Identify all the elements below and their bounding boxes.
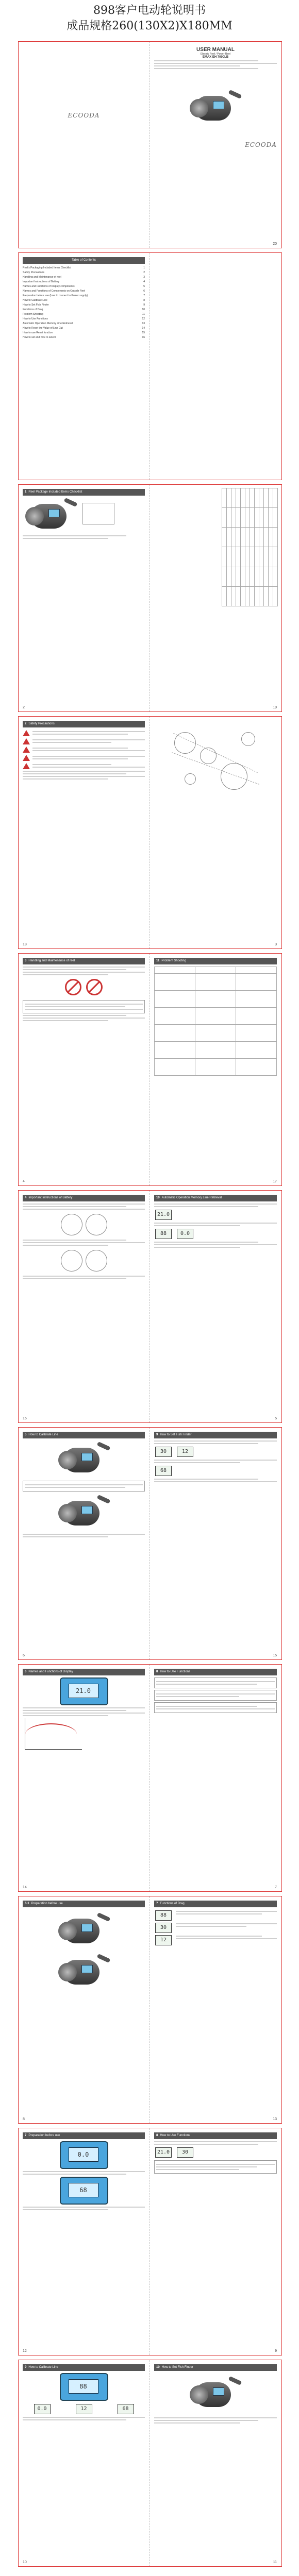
lcd-readout: 68 [155, 1466, 172, 1476]
page-line-retrieval: 10 Automatic Operation Memory Line Retrieval 21.0 88 0.0 5 [150, 1191, 281, 1422]
section-bar: 3 Handling and Maintenance of reel [23, 958, 145, 964]
page-functions: 8 How to Use Functions 7 [150, 1665, 281, 1891]
page-front-cover [150, 42, 281, 248]
header-line2: 成品规格260(130X2)X180MM [67, 20, 232, 32]
spec-table [222, 488, 278, 606]
page-display-names: 6 Names and Functions of Display 21.0 14 [19, 1665, 150, 1891]
panel-toc [18, 252, 282, 480]
drag-chart [25, 1718, 82, 1750]
lcd-readout: 30 [155, 1923, 172, 1933]
toc-item[interactable] [23, 326, 145, 331]
toc-item-page: 12 [142, 317, 145, 320]
brand-logo: ECOODA [68, 112, 100, 119]
toc-item-label: Problem Shooting [23, 313, 43, 316]
toc-item-page: 9 [143, 303, 145, 307]
toc-item-page: 2 [143, 271, 145, 274]
manual-title: USER MANUAL [196, 47, 235, 53]
problem-table [154, 967, 277, 1076]
toc-item-page: 11 [142, 313, 145, 316]
reel-image [56, 1495, 112, 1531]
toc-item-page: 7 [143, 294, 145, 297]
reel-image [187, 90, 244, 126]
toc-item[interactable] [23, 289, 145, 294]
brand-logo-front: ECOODA [245, 141, 277, 148]
toc-item-label: How to use Reset function [23, 331, 53, 334]
page-spec-table: 19 [150, 485, 281, 711]
page-exploded-view: 3 [150, 717, 281, 948]
toc-item[interactable] [23, 298, 145, 303]
reel-image [56, 1442, 112, 1478]
display-diagram: 0.0 [60, 2141, 108, 2169]
toc-item-label: Names and Functions of Components on Outside Reel [23, 290, 86, 293]
toc-item-page: 6 [143, 290, 145, 293]
panel-display [18, 1664, 282, 1892]
panel-preparation [18, 2128, 282, 2355]
lcd-readout: 12 [76, 2404, 92, 2414]
panel-safety [18, 716, 282, 949]
toc-item[interactable] [23, 284, 145, 289]
connector-image [86, 1250, 107, 1272]
section-bar: 8 How to Use Functions [154, 1669, 277, 1675]
toc-item-label: Names and Functions of Display components [23, 285, 75, 288]
page-checklist: 1 Reel Package Included Items Checklist 2 [19, 485, 150, 711]
toc-item-label: How to Use Functions [23, 317, 48, 320]
reel-image [56, 1954, 112, 1990]
toc-heading: Table of Contents [23, 257, 145, 264]
toc-item-page: 4 [143, 280, 145, 283]
section-bar: 11 Problem Shooting [154, 958, 277, 964]
lcd-readout: 12 [155, 1935, 172, 1945]
toc-item-page: 3 [143, 276, 145, 279]
toc-item-label: How to set and how to select [23, 336, 56, 339]
page-toc [19, 253, 150, 480]
section-bar: 2 Safety Precautions [23, 721, 145, 727]
page-handling: 3 Handling and Maintenance of reel 4 [19, 954, 150, 1185]
section-bar: 9 How to Calibrate Line [23, 2364, 145, 2371]
warning-icon [23, 747, 30, 753]
section-bar: 7 Functions of Drag [154, 1901, 277, 1907]
toc-item-label: Safety Precautions [23, 271, 44, 274]
page-back-cover [19, 42, 150, 248]
section-bar: 10 Automatic Operation Memory Line Retrieval [154, 1195, 277, 1201]
reel-image [187, 2376, 244, 2412]
lcd-readout: 30 [177, 2147, 193, 2158]
reel-image [56, 1912, 112, 1948]
panel-calibrate [18, 1427, 282, 1660]
toc-item-label: How to Calibrate Line [23, 299, 47, 302]
reel-image [23, 498, 79, 534]
toc-item-label: Reel's Packaging Included Items Checklist [23, 266, 72, 269]
exploded-diagram [164, 722, 267, 809]
toc-item-page: 15 [142, 331, 145, 334]
toc-item-page: 8 [143, 299, 145, 302]
panel-checklist [18, 484, 282, 712]
toc-item[interactable] [23, 317, 145, 321]
page-final-right: 10 How to Set Fish Finder 11 [150, 2360, 281, 2566]
toc-item[interactable] [23, 312, 145, 317]
lcd-readout: 0.0 [177, 1229, 193, 1239]
section-bar: 6-1 Preparation before use [23, 1901, 145, 1907]
panel-final [18, 2360, 282, 2567]
connector-image [61, 1214, 82, 1235]
toc-item[interactable] [23, 275, 145, 280]
lcd-readout: 12 [177, 1447, 193, 1457]
toc-item[interactable] [23, 321, 145, 326]
warning-icon [23, 738, 30, 744]
section-bar: 10 How to Set Fish Finder [154, 2364, 277, 2371]
warning-icon [23, 730, 30, 736]
toc-item[interactable] [23, 270, 145, 275]
panel-battery [18, 1190, 282, 1423]
page-reset-line-cut: 9 How to Set Fish Finder 30 12 68 15 [150, 1428, 281, 1659]
toc-item-page: 14 [142, 327, 145, 330]
display-diagram: 21.0 [60, 1677, 108, 1705]
page-final-left: 9 How to Calibrate Line 88 0.0 12 68 10 [19, 2360, 150, 2566]
panel-cover [18, 41, 282, 248]
toc-item-page: 1 [143, 266, 145, 269]
toc-item[interactable] [23, 280, 145, 284]
section-bar: 1 Reel Package Included Items Checklist [23, 489, 145, 496]
section-bar: 8 How to Use Functions [154, 2132, 277, 2139]
toc-item-page: 13 [142, 322, 145, 325]
page-problem-shooting: 11 Problem Shooting 17 [150, 954, 281, 1185]
lcd-readout: 30 [155, 1447, 172, 1457]
page-calibrate: 5 How to Calibrate Line 6 [19, 1428, 150, 1659]
toc-item-label: How to Reset the Value of Line Cut [23, 327, 63, 330]
toc-item[interactable] [23, 266, 145, 270]
page-settings: 8 How to Use Functions 21.0 30 9 [150, 2128, 281, 2355]
toc-item-label: Important Instructions of Battery [23, 280, 59, 283]
section-bar: 5 How to Calibrate Line [23, 1432, 145, 1438]
lcd-readout: 21.0 [155, 1210, 172, 1220]
display-diagram: 68 [60, 2177, 108, 2205]
panel-handling [18, 953, 282, 1186]
connector-image [86, 1214, 107, 1235]
toc-item[interactable] [23, 303, 145, 308]
page-components: 6-1 Preparation before use 8 [19, 1896, 150, 2123]
toc-item-label: Preparation before use (how to connect to Power supply) [23, 294, 88, 297]
section-bar: 6 Names and Functions of Display [23, 1669, 145, 1675]
document-header [0, 0, 299, 40]
page-safety: 2 Safety Precautions 18 [19, 717, 150, 948]
toc-item[interactable] [23, 335, 145, 340]
page-number: 20 [273, 242, 277, 246]
warning-icon [23, 763, 30, 769]
section-bar: 7 Preparation before use [23, 2132, 145, 2139]
panel-components [18, 1896, 282, 2124]
header-line1: 898客户电动轮说明书 [93, 4, 206, 17]
toc-item-label: Automatic Operation Memory Line Retrieval [23, 322, 73, 325]
cable-image [82, 503, 114, 524]
page-blank-back [150, 253, 281, 480]
model-name: EMAX EH 7000LB [202, 56, 229, 59]
section-bar: 4 Important Instructions of Battery [23, 1195, 145, 1201]
prohibited-icon [65, 979, 81, 995]
lcd-readout: 88 [155, 1910, 172, 1921]
toc-item-page: 16 [142, 336, 145, 339]
toc-list [23, 266, 145, 340]
toc-item[interactable] [23, 331, 145, 335]
lcd-readout: 0.0 [34, 2404, 51, 2414]
page-preparation: 7 Preparation before use 0.0 68 12 [19, 2128, 150, 2355]
section-bar: 9 How to Set Fish Finder [154, 1432, 277, 1438]
manual-subtitle: Electric Reel / Power Reel [200, 53, 231, 56]
toc-item-page: 5 [143, 285, 145, 288]
toc-item[interactable] [23, 308, 145, 312]
toc-item-label: Functions of Drag [23, 308, 43, 311]
lcd-readout: 21.0 [155, 2147, 172, 2158]
display-diagram: 88 [60, 2373, 108, 2401]
toc-item-label: How to Set Fish Finder [23, 303, 49, 307]
connector-image [61, 1250, 82, 1272]
lcd-readout: 88 [155, 1229, 172, 1239]
toc-item-page: 10 [142, 308, 145, 311]
warning-icon [23, 755, 30, 761]
page-battery: 4 Important Instructions of Battery 16 [19, 1191, 150, 1422]
toc-item-label: Handling and Maintenance of reel [23, 276, 61, 279]
page-drag: 7 Functions of Drag 88 30 12 13 [150, 1896, 281, 2123]
prohibited-icon [86, 979, 103, 995]
toc-item[interactable] [23, 294, 145, 298]
lcd-readout: 68 [118, 2404, 134, 2414]
